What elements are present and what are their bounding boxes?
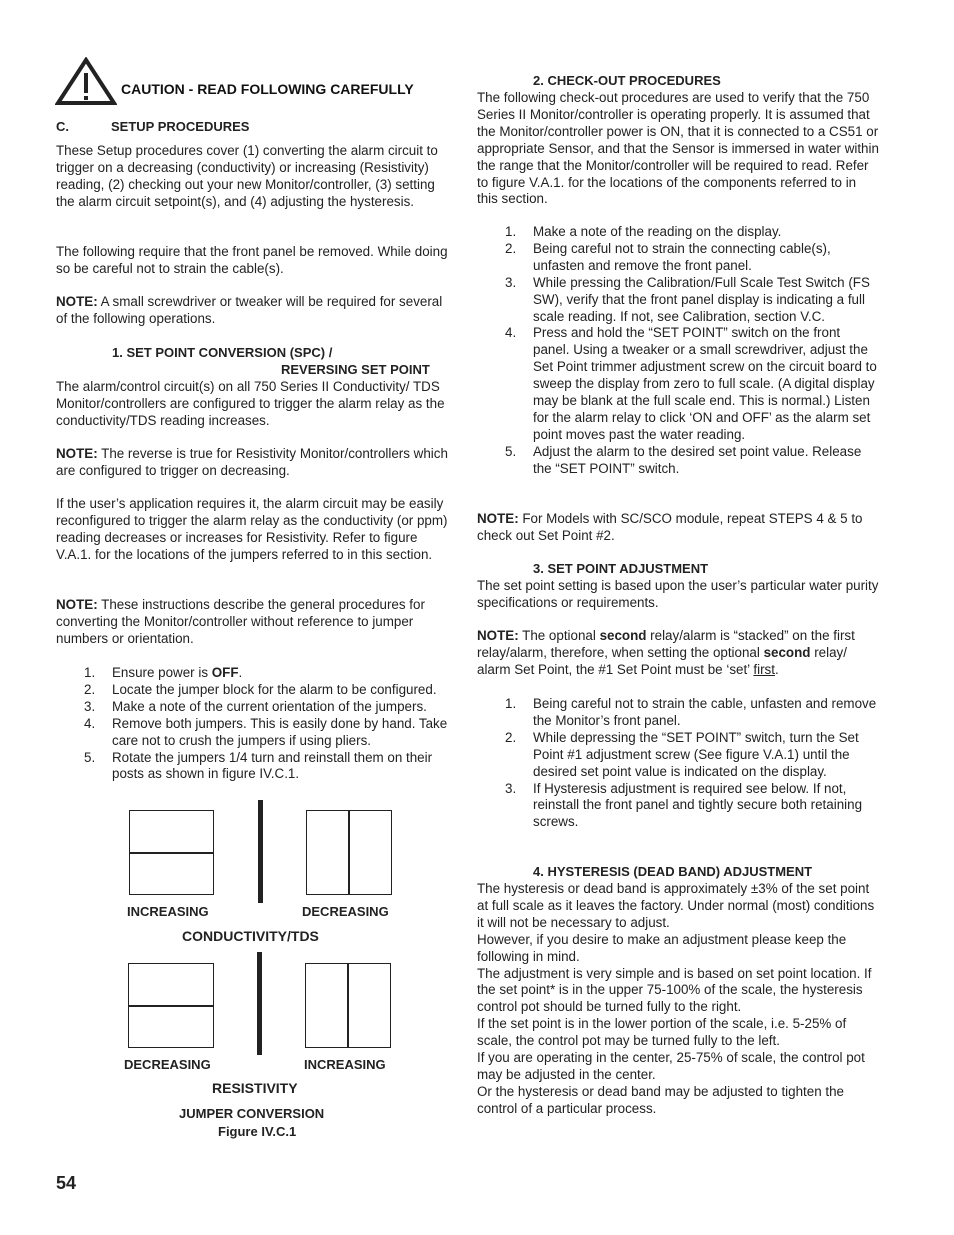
hysteresis-paragraph: If you are operating in the center, 25-75% of scale, the control pot may be adjusted in the center. <box>477 1050 865 1082</box>
figure-caption-number: Figure IV.C.1 <box>218 1124 297 1139</box>
checkout-paragraph: The following check-out procedures are used to verify that the 750 Series II Monitor/controller is operating properly. It is assumed that the Monitor/controller power is ON, that it is connected to a CS51 or appropriate Sensor, and that the Sensor is immersed in water within the range that the Monitor/controller will be required to read. Refer to figure V.A.1. for the locations of the components referred to in this section. <box>477 90 879 207</box>
hysteresis-paragraph: If the set point is in the lower portion of the scale, i.e. 5-25% of scale, the control pot may be turned fully to the left. <box>477 1016 847 1049</box>
hysteresis-paragraph: The hysteresis or dead band is approximately ±3% of the set point at full scale as it leaves the factory. Under normal (most) conditions it will not be necessary to adjust. <box>477 881 875 930</box>
label-decreasing: DECREASING <box>124 1057 211 1072</box>
jumper-block-decreasing-conductivity <box>306 810 392 895</box>
jumper-block-decreasing-resistivity <box>128 963 214 1048</box>
note-second-relay: NOTE: The optional second relay/alarm is “stacked” on the first relay/alarm, therefore, when setting the optional second relay/ alarm Set Point, the #1 Set Point must be ‘set’ first. <box>477 628 855 677</box>
list-item: 3. Make a note of the current orientation of the jumpers. <box>84 698 427 714</box>
spc-paragraph: The alarm/control circuit(s) on all 750 Series II Conductivity/ TDS Monitor/controllers are configured to trigger the alarm relay as the conductivity/TDS reading increases. <box>56 379 445 428</box>
label-increasing: INCREASING <box>304 1057 386 1072</box>
list-item: 3. If Hysteresis adjustment is required see below. If not, reinstall the front panel and tightly secure both retaining screws. <box>505 780 863 830</box>
section-c-title: SETUP PROCEDURES <box>111 119 250 134</box>
hysteresis-title: 4. HYSTERESIS (DEAD BAND) ADJUSTMENT <box>533 864 813 879</box>
jumper-vertical <box>347 963 349 1048</box>
label-increasing: INCREASING <box>127 904 209 919</box>
list-item: 5. Adjust the alarm to the desired set point value. Release the “SET POINT” switch. <box>505 443 862 476</box>
note-general: NOTE: These instructions describe the general procedures for converting the Monitor/controller without reference to jumper numbers or orientation. <box>56 597 425 646</box>
jumper-block-increasing-conductivity <box>129 810 214 895</box>
jumper-block-increasing-resistivity <box>305 963 391 1048</box>
list-item: 2. Locate the jumper block for the alarm to be configured. <box>84 681 437 697</box>
list-item: 1. Make a note of the reading on the display. <box>505 224 782 239</box>
caution-title: CAUTION - READ FOLLOWING CAREFULLY <box>121 81 414 97</box>
label-conductivity-tds: CONDUCTIVITY/TDS <box>182 928 319 944</box>
setup-intro: These Setup procedures cover (1) converting the alarm circuit to trigger on a decreasing (conductivity) or increasing (Resistivity) reading, (2) checking out your new Monitor/controller, (3) setting the alarm circuit setpoint(s), and (4) adjusting the hysteresis. <box>56 143 438 209</box>
section-c-letter: C. <box>56 119 69 134</box>
note-screwdriver: NOTE: A small screwdriver or tweaker will be required for several of the following operations. <box>56 294 443 326</box>
hysteresis-paragraph: However, if you desire to make an adjustment please keep the following in mind. <box>477 931 847 964</box>
setpoint-paragraph: The set point setting is based upon the user’s particular water purity specifications or requirements. <box>477 578 879 610</box>
list-item: 2. While depressing the “SET POINT” switch, turn the Set Point #1 adjustment screw (See figure V.A.1) until the desired set point value is indicated on the display. <box>505 729 859 779</box>
divider-bar <box>257 952 262 1055</box>
setpoint-title: 3. SET POINT ADJUSTMENT <box>533 561 709 576</box>
spc-title-line1: 1. SET POINT CONVERSION (SPC) / <box>112 345 333 360</box>
jumper-horizontal <box>128 1005 214 1007</box>
list-item: 1. Being careful not to strain the cable, unfasten and remove the Monitor’s front panel. <box>505 696 877 728</box>
checkout-steps <box>477 224 879 478</box>
conversion-steps <box>56 665 456 783</box>
list-item: 4. Remove both jumpers. This is easily done by hand. Take care not to crush the jumpers if using pliers. <box>84 715 448 748</box>
setpoint-steps <box>477 696 879 831</box>
note-sc-module: NOTE: For Models with SC/SCO module, repeat STEPS 4 & 5 to check out Set Point #2. <box>477 511 863 543</box>
list-item: 4. Press and hold the “SET POINT” switch on the front panel. Using a tweaker or a small screwdriver, adjust the Set Point trimmer adjustment screw on the circuit board to sweep the display from zero to full scale. (A digital display may be blank at the full scale end. This is normal.) Listen for the alarm relay to click ‘ON and OFF’ as the alarm set point moves past the water reading. <box>505 325 877 442</box>
spc-title-line2: REVERSING SET POINT <box>281 362 430 377</box>
list-item: 3. While pressing the Calibration/Full Scale Test Switch (FS SW), verify that the front panel display is indicating a full scale reading. If not, see Calibration, section V.C. <box>505 274 870 324</box>
label-decreasing: DECREASING <box>302 904 389 919</box>
divider-bar <box>258 800 263 903</box>
list-item: 1. Ensure power is OFF. <box>84 665 243 680</box>
list-item: 5. Rotate the jumpers 1/4 turn and reinstall them on their posts as shown in figure IV.C.1. <box>84 749 433 782</box>
reconfig-paragraph: If the user’s application requires it, the alarm circuit may be easily reconfigured to trigger the alarm relay as the conductivity (or ppm) reading decreases or increases for Resistivity. Refer to figure V.A.1. for the locations of the jumpers referred to in this section. <box>56 496 448 562</box>
front-panel-note: The following require that the front panel be removed. While doing so be careful not to strain the cable(s). <box>56 244 448 276</box>
figure-caption-title: JUMPER CONVERSION <box>179 1106 325 1121</box>
page-number: 54 <box>56 1173 77 1193</box>
jumper-vertical <box>348 810 350 895</box>
hysteresis-paragraph: The adjustment is very simple and is based on set point location. If the set point* is in the upper 75-100% of the scale, the hysteresis control pot should be turned fully to the right. <box>477 965 872 1015</box>
hysteresis-body <box>477 881 879 1118</box>
jumper-horizontal <box>129 852 214 854</box>
label-resistivity: RESISTIVITY <box>212 1080 298 1096</box>
warning-triangle-icon <box>55 57 117 106</box>
checkout-title: 2. CHECK-OUT PROCEDURES <box>533 73 721 88</box>
note-resistivity: NOTE: The reverse is true for Resistivity Monitor/controllers which are configured to trigger on decreasing. <box>56 446 448 478</box>
list-item: 2. Being careful not to strain the connecting cable(s), unfasten and remove the front panel. <box>505 240 831 273</box>
hysteresis-paragraph: Or the hysteresis or dead band may be adjusted to tighten the control of a particular process. <box>477 1083 844 1116</box>
